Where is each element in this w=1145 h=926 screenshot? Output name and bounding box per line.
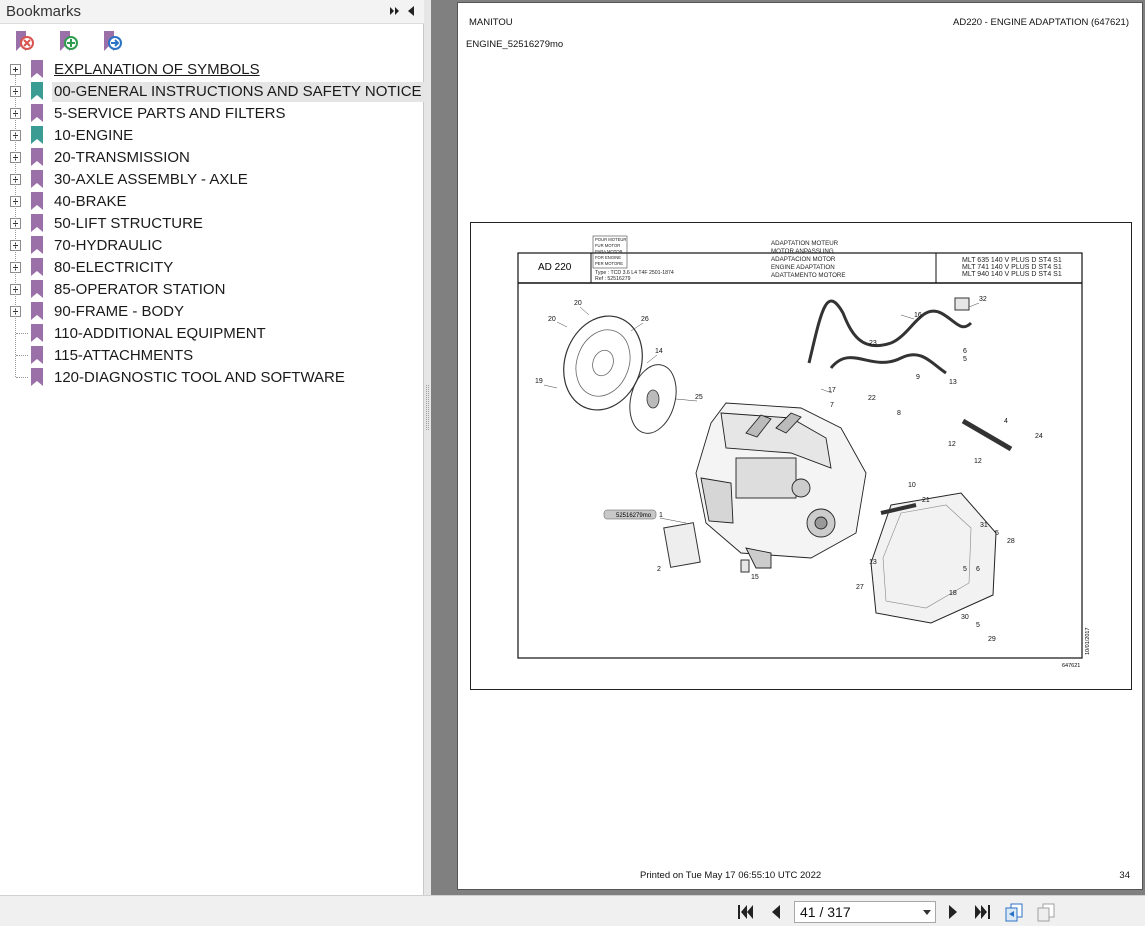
bookmark-item[interactable] bbox=[0, 168, 424, 190]
bookmark-label[interactable]: 115-ATTACHMENTS bbox=[54, 347, 194, 364]
bookmark-icon bbox=[30, 59, 44, 79]
figure-code: AD 220 bbox=[538, 262, 572, 273]
bookmark-item[interactable] bbox=[0, 300, 424, 322]
bookmark-item[interactable] bbox=[0, 190, 424, 212]
bookmarks-toolbar bbox=[0, 26, 424, 56]
callout-22: 22 bbox=[868, 395, 876, 402]
bookmark-icon bbox=[30, 279, 44, 299]
callout-9: 9 bbox=[916, 374, 920, 381]
document-page bbox=[457, 2, 1143, 890]
engine-block-drawing bbox=[696, 403, 866, 568]
bookmark-label[interactable]: 110-ADDITIONAL EQUIPMENT bbox=[54, 325, 266, 342]
bookmark-icon bbox=[30, 257, 44, 277]
callout-6a: 6 bbox=[963, 348, 967, 355]
page-number-field[interactable] bbox=[794, 901, 936, 923]
engine-tag-text: 52516279mo bbox=[616, 513, 652, 519]
bookmark-icon bbox=[30, 81, 44, 101]
callout-4: 4 bbox=[1004, 418, 1008, 425]
pipe-23-drawing bbox=[831, 355, 946, 373]
bookmark-item[interactable] bbox=[0, 256, 424, 278]
callout-5b: 5 bbox=[995, 530, 999, 537]
callout-23: 23 bbox=[869, 340, 877, 347]
callout-5a: 5 bbox=[963, 356, 967, 363]
callout-26: 26 bbox=[641, 316, 649, 323]
splitter-grip[interactable] bbox=[426, 385, 429, 430]
bookmark-icon bbox=[30, 323, 44, 343]
engine-type-label-3: PARA MOTOR bbox=[595, 249, 623, 254]
bookmark-item[interactable] bbox=[0, 80, 424, 102]
callout-25: 25 bbox=[695, 394, 703, 401]
callout-27: 27 bbox=[856, 584, 864, 591]
pipe-16-drawing bbox=[809, 301, 971, 363]
bookmark-icon bbox=[30, 147, 44, 167]
engine-adaptation-drawing bbox=[471, 223, 1133, 691]
figure-title-fr: ADAPTATION MOTEUR bbox=[771, 240, 839, 247]
bookmarks-header bbox=[0, 0, 424, 24]
bookmark-item[interactable] bbox=[0, 234, 424, 256]
bookmark-label[interactable]: 120-DIAGNOSTIC TOOL AND SOFTWARE bbox=[54, 369, 345, 386]
figure-title-en: ENGINE ADAPTATION bbox=[771, 264, 835, 271]
callout-5d: 5 bbox=[976, 622, 980, 629]
flywheel-drawing bbox=[551, 305, 655, 421]
engine-type-label-2: FUR MOTOR bbox=[595, 243, 621, 248]
callout-17: 17 bbox=[828, 387, 836, 394]
bookmark-label[interactable]: 90-FRAME - BODY bbox=[54, 303, 185, 320]
figure-date-stamp: 10/01/2017 bbox=[1085, 627, 1091, 655]
callout-20b: 20 bbox=[548, 316, 556, 323]
chevron-down-icon[interactable] bbox=[923, 910, 931, 915]
shaft-4-drawing bbox=[963, 421, 1011, 449]
bookmark-item[interactable] bbox=[0, 124, 424, 146]
engine-type-label-1: POUR MOTEUR bbox=[595, 237, 627, 242]
document-viewport[interactable] bbox=[431, 0, 1145, 895]
bookmark-label[interactable]: 80-ELECTRICITY bbox=[54, 259, 174, 276]
page-heading: AD220 - ENGINE ADAPTATION (647621) bbox=[953, 17, 1129, 28]
expand-icon[interactable] bbox=[388, 4, 402, 18]
callout-18: 18 bbox=[949, 590, 957, 597]
figure-title-de: MOTOR ANPASSUNG bbox=[771, 248, 834, 255]
callout-14: 14 bbox=[655, 348, 663, 355]
page-number: 34 bbox=[1119, 870, 1130, 881]
bookmark-item[interactable] bbox=[0, 366, 424, 388]
collapse-icon[interactable] bbox=[404, 4, 418, 18]
callout-32: 32 bbox=[979, 296, 987, 303]
add-bookmark-icon[interactable] bbox=[56, 29, 80, 53]
bookmark-icon bbox=[30, 169, 44, 189]
callout-12b: 12 bbox=[974, 458, 982, 465]
engine-tag bbox=[604, 510, 656, 519]
engine-ref: Ref : 52516279 bbox=[595, 276, 631, 282]
bookmarks-panel bbox=[0, 0, 424, 895]
part-15-drawing bbox=[741, 560, 749, 572]
callout-2: 2 bbox=[657, 566, 661, 573]
goto-bookmark-icon[interactable] bbox=[100, 29, 124, 53]
engine-type-label-4: FOR ENGINE bbox=[595, 255, 622, 260]
figure-title-it: ADATTAMENTO MOTORE bbox=[771, 272, 846, 279]
clutch-disc-drawing bbox=[623, 359, 684, 438]
previous-page-icon[interactable] bbox=[766, 902, 786, 922]
expand-node-icon[interactable] bbox=[10, 64, 21, 75]
bookmark-item[interactable] bbox=[0, 322, 424, 344]
callout-13a: 13 bbox=[949, 379, 957, 386]
callout-29: 29 bbox=[988, 636, 996, 643]
tree-connector bbox=[16, 355, 28, 356]
callout-8: 8 bbox=[897, 410, 901, 417]
callout-5c: 5 bbox=[963, 566, 967, 573]
model-3: MLT 940 140 V PLUS D ST4 S1 bbox=[962, 271, 1062, 278]
bookmark-label[interactable]: EXPLANATION OF SYMBOLS bbox=[54, 61, 260, 78]
callout-24: 24 bbox=[1035, 433, 1043, 440]
previous-view-icon[interactable] bbox=[1004, 902, 1024, 922]
callout-1: 1 bbox=[659, 512, 663, 519]
callout-13b: 13 bbox=[869, 559, 877, 566]
figure-title-es: ADAPTACION MOTOR bbox=[771, 256, 836, 263]
callout-21: 21 bbox=[922, 497, 930, 504]
bookmark-label[interactable]: 5-SERVICE PARTS AND FILTERS bbox=[54, 105, 286, 122]
ecu-drawing bbox=[664, 523, 700, 568]
model-2: MLT 741 140 V PLUS D ST4 S1 bbox=[962, 264, 1062, 271]
part-32-drawing bbox=[955, 298, 969, 310]
bookmark-icon bbox=[30, 213, 44, 233]
bookmark-item[interactable] bbox=[0, 146, 424, 168]
callout-28: 28 bbox=[1007, 538, 1015, 545]
bookmark-icon bbox=[30, 191, 44, 211]
page-indicator-text: 41 / 317 bbox=[800, 904, 851, 920]
bookmark-item[interactable] bbox=[0, 278, 424, 300]
next-page-icon[interactable] bbox=[943, 902, 963, 922]
callout-16: 16 bbox=[914, 312, 922, 319]
tree-connector bbox=[16, 377, 28, 378]
bookmark-icon bbox=[30, 235, 44, 255]
exploded-view-figure bbox=[470, 222, 1132, 690]
panel-splitter[interactable] bbox=[424, 0, 431, 895]
delete-bookmark-icon[interactable] bbox=[12, 29, 36, 53]
bookmark-label[interactable]: 30-AXLE ASSEMBLY - AXLE bbox=[54, 171, 248, 188]
bookmark-item[interactable] bbox=[0, 58, 424, 80]
bookmark-icon bbox=[30, 367, 44, 387]
callout-10: 10 bbox=[908, 482, 916, 489]
bookmark-label[interactable]: 85-OPERATOR STATION bbox=[54, 281, 226, 298]
callout-15: 15 bbox=[751, 574, 759, 581]
bookmark-label[interactable]: 20-TRANSMISSION bbox=[54, 149, 190, 166]
bookmark-icon bbox=[30, 345, 44, 365]
callout-31: 31 bbox=[980, 522, 988, 529]
model-1: MLT 635 140 V PLUS D ST4 S1 bbox=[962, 257, 1062, 264]
bookmark-icon bbox=[30, 125, 44, 145]
bookmark-item[interactable] bbox=[0, 212, 424, 234]
callout-30: 30 bbox=[961, 614, 969, 621]
bookmark-label[interactable]: 70-HYDRAULIC bbox=[54, 237, 163, 254]
bookmark-label[interactable]: 00-GENERAL INSTRUCTIONS AND SAFETY NOTICE bbox=[54, 83, 422, 100]
last-page-icon[interactable] bbox=[973, 902, 993, 922]
page-brand: MANITOU bbox=[469, 17, 513, 28]
callout-19: 19 bbox=[535, 378, 543, 385]
engine-type-label-5: PER MOTORE bbox=[595, 261, 624, 266]
bookmarks-title: Bookmarks bbox=[6, 3, 82, 20]
bookmark-label[interactable]: 10-ENGINE bbox=[54, 127, 134, 144]
callout-12a: 12 bbox=[948, 441, 956, 448]
bookmark-icon bbox=[30, 301, 44, 321]
bookmark-item[interactable] bbox=[0, 344, 424, 366]
printed-on-text: Printed on Tue May 17 06:55:10 UTC 2022 bbox=[640, 870, 822, 881]
engine-type: Type : TCD 3.6 L4 T4F 2501-1874 bbox=[595, 270, 674, 276]
first-page-icon[interactable] bbox=[735, 902, 755, 922]
callout-6b: 6 bbox=[976, 566, 980, 573]
tree-connector bbox=[15, 75, 16, 377]
next-view-icon[interactable] bbox=[1036, 902, 1056, 922]
bookmark-label[interactable]: 50-LIFT STRUCTURE bbox=[54, 215, 203, 232]
bookmark-item[interactable] bbox=[0, 102, 424, 124]
figure-drawing-number: 647621 bbox=[1062, 663, 1081, 669]
page-subtitle: ENGINE_52516279mo bbox=[466, 39, 564, 50]
tree-connector bbox=[16, 333, 28, 334]
bookmark-icon bbox=[30, 103, 44, 123]
callout-7: 7 bbox=[830, 402, 834, 409]
callout-20a: 20 bbox=[574, 300, 582, 307]
bookmark-label[interactable]: 40-BRAKE bbox=[54, 193, 127, 210]
page-navigation-bar bbox=[0, 895, 1145, 926]
